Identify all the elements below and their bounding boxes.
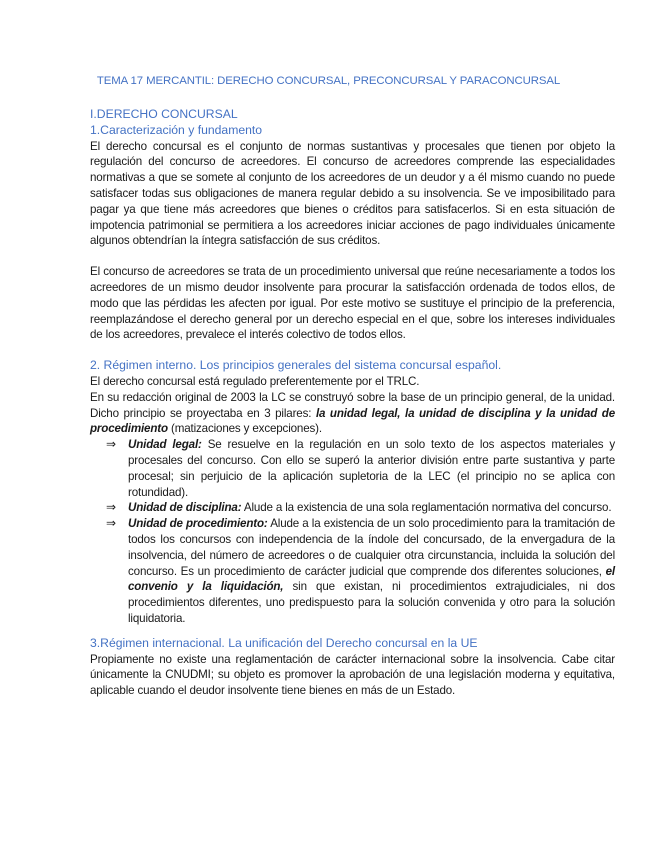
- list-item-unidad-procedimiento: [90, 516, 615, 627]
- subheading-regimen-internacional: 3.Régimen internacional. La unificación del Derecho concursal en la UE: [90, 635, 478, 650]
- list-item-unidad-legal: [90, 437, 615, 500]
- list-item-bold: el convenio y la liquidación,: [128, 564, 615, 594]
- paragraph-principio-unidad: [90, 390, 615, 437]
- list-item-term: Unidad de disciplina:: [128, 501, 242, 515]
- subheading-regimen-interno: 2. Régimen interno. Los principios generales del sistema concursal español.: [90, 358, 502, 373]
- list-item-text-end: sin que existan, ni procedimientos extrajudiciales, ni dos procedimientos diferentes, uno predispuesto para la solución convenida y otro para la solución liquidatoria.: [128, 580, 615, 625]
- subheading-caracterizacion: 1.Caracterización y fundamento: [90, 122, 263, 137]
- list-item-unidad-disciplina: [90, 500, 615, 516]
- document-title: TEMA 17 MERCANTIL: DERECHO CONCURSAL, PRECONCURSAL Y PARACONCURSAL: [96, 75, 561, 87]
- intro-text-end: (matizaciones y excepciones).: [167, 422, 322, 436]
- section-heading-derecho-concursal: I.DERECHO CONCURSAL: [90, 107, 238, 121]
- list-item-text: Se resuelve en la regulación en un solo texto de los aspectos materiales y procesales del concurso. Con ello se superó la anterior división entre parte sustantiva y parte procesal; sin perjuicio de la aplicación supletoria de la LEC (el principio no se aplica con rotundidad).: [128, 438, 616, 499]
- paragraph-definicion: El derecho concursal es el conjunto de normas sustantivas y procesales que tienen por objeto la regulación del concurso de acreedores. El concurso de acreedores comprende las especialidades normativas a que se somete al conjunto de los acreedores de un deudor y a él mismo cuando no puede satisfacer todas sus obligaciones de manera regular debido a su insolvencia. Se ve imposibilitado para pagar ya que tiene más acreedores que bienes o créditos para satisfacerlos. Si en esta situación de impotencia patrimonial se permitiera a los acreedores iniciar acciones de pago individuales únicamente algunos obtendrían la íntegra satisfacción de sus créditos.: [90, 139, 615, 248]
- arrow-right-icon: ⇒: [106, 516, 116, 531]
- intro-pilares: la unidad legal, la unidad de disciplina y la unidad de procedimiento: [90, 406, 615, 436]
- arrow-right-icon: ⇒: [106, 500, 116, 515]
- paragraph-cnudmi: Propiamente no existe una reglamentación de carácter internacional sobre la insolvencia. Cabe citar únicamente la CNUDMI; su objeto es promover la aprobación de una legislación moderna y equitativa, aplicable cuando el deudor insolvente tiene bienes en más de un Estado.: [90, 652, 615, 698]
- pilares-list: [90, 437, 615, 627]
- list-item-text: Alude a la existencia de un solo procedimiento para la tramitación de todos los concursos con independencia de la índole del concursado, de la envergadura de la insolvencia, del número de acreedores o de cualquier otra circunstancia, incluida la solución del concurso. Es un procedimiento de carácter judicial que comprende dos diferentes soluciones,: [128, 517, 615, 578]
- list-item-term: Unidad legal:: [128, 438, 202, 452]
- paragraph-trlc: El derecho concursal está regulado preferentemente por el TRLC.: [90, 374, 420, 388]
- paragraph-procedimiento-universal: El concurso de acreedores se trata de un procedimiento universal que reúne necesariamente a todos los acreedores de un mismo deudor insolvente para procurar la satisfacción ordenada de todos ellos, de modo que las pérdidas les afecten por igual. Por este motivo se sustituye el principio de la preferencia, reemplazándose el derecho general por un derecho especial en el que, sobre los intereses individuales de los acreedores, prevalece el interés colectivo de todos ellos.: [90, 265, 615, 342]
- arrow-right-icon: ⇒: [106, 437, 116, 452]
- list-item-text: Alude a la existencia de una sola reglamentación normativa del concurso.: [241, 501, 612, 515]
- list-item-term: Unidad de procedimiento:: [128, 517, 268, 531]
- intro-text: En su redacción original de 2003 la LC se construyó sobre la base de un principio general, de la unidad. Dicho principio se proyectaba en 3 pilares:: [90, 390, 615, 420]
